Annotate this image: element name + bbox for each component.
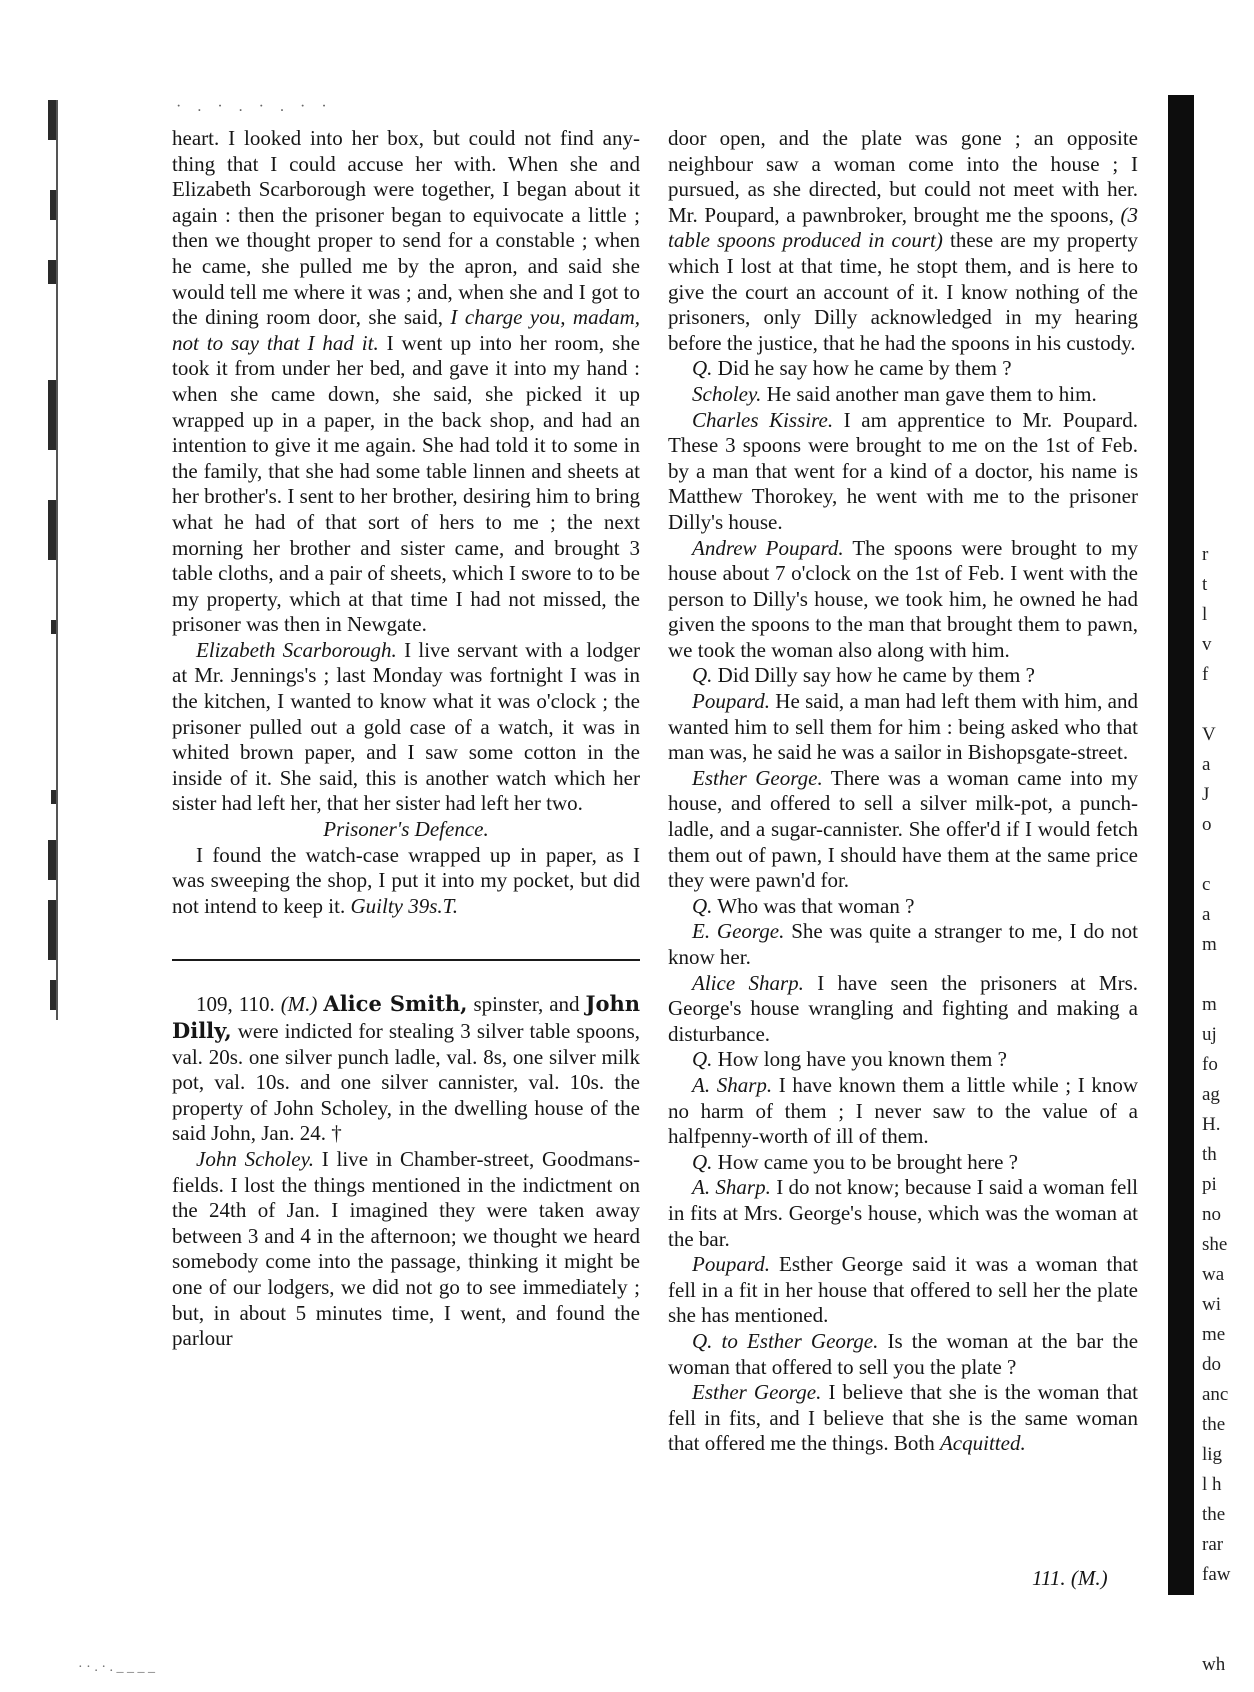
margin-fragment: wi xyxy=(1202,1294,1221,1315)
margin-fragment: no xyxy=(1202,1204,1221,1225)
witness-name: Charles Kissire. xyxy=(692,407,834,432)
kissire-testimony: Charles Kissire. I am apprentice to Mr. Poupard. These 3 spoons were brought to me on the 1st of Feb. by a man that went for a kind of a doctor, his name is Matthew Thorokey, he went with me to the prisoner Dilly's house. xyxy=(668,407,1139,534)
margin-fragment: do xyxy=(1202,1354,1221,1375)
binding-gutter xyxy=(48,100,60,1040)
facing-page-edge xyxy=(1168,95,1194,1595)
margin-fragment: uj xyxy=(1202,1024,1217,1045)
scholey-testimony: John Scholey. I live in Chamber-street, Goodmans-fields. I lost the things mentioned in the indictment on the 24th of Jan. I imagined they were taken away between 3 and 4 in the afternoon; we thought we heard somebody come into the passage, thinking it might be one of our lodgers, we did not go to see immediately ; but, in about 5 minutes time, I went, and found the parlour xyxy=(172,1146,640,1351)
margin-fragment xyxy=(1202,690,1254,720)
margin-fragment: faw xyxy=(1202,1564,1231,1585)
section-divider xyxy=(172,959,640,961)
margin-fragment: H. xyxy=(1202,1114,1221,1135)
margin-fragment: l xyxy=(1202,604,1208,625)
facing-page-fragments xyxy=(1202,540,1254,1675)
margin-fragment: a xyxy=(1202,754,1211,775)
question: Q. Did he say how he came by them ? xyxy=(692,356,1012,381)
gutter-line xyxy=(56,100,58,1020)
witness-name: Alice Sharp. xyxy=(692,970,804,995)
margin-fragment: wa xyxy=(1202,1264,1225,1285)
scholey-testimony-continued: heart. I looked into her box, but could not find any-thing that I could accuse her with. When she and Elizabeth Scarborough were together, I began about it again : then the prisoner began to equivocate a little ; then we thought proper to send for a constable ; when he came, she pulled me by the apron, and said she would tell me where it was ; and, when she and I got to the dining room door, she said, I charge you, madam, not to say that I had it. I went up into her room, she took it from under her bed, and gave it into my hand : when she came down, she said, she picked it up wrapped up in a paper, in the back shop, and had an intention to give it me again. She had told it to some in the family, that she had some table linnen and sheets at her brother's. I sent to her brother, desiring him to bring what he had of that sort of hers to me ; the next morning her brother and sister came, and brought 3 table cloths, and a pair of sheets, which I swore to to be my property, which at that time I had not missed, the prisoner was then in Newgate. xyxy=(172,126,641,637)
bottom-margin-specks: · · . · . _ _ _ _ xyxy=(78,1660,155,1675)
question: Q. Did Dilly say how he came by them ? xyxy=(692,663,1035,688)
witness-name: Esther George. xyxy=(692,765,823,790)
court-note: (3 table spoons produced in court) xyxy=(668,202,1138,253)
margin-fragment: a xyxy=(1202,904,1211,925)
scholey-testimony-end: door open, and the plate was gone ; an opposite neighbour saw a woman come into the house ; I pursued, as she directed, but could not meet with her. Mr. Poupard, a pawnbroker, brought me the spoons, (3 table spoons produced in court) these are my property which I lost at that time, he stopt them, and is here to give the court an account of it. I know nothing of the prisoners, only Dilly acknowledged in my hearing before the justice, that he had the spoons in his custody. xyxy=(668,126,1139,355)
witness-name: John Scholey. xyxy=(196,1146,314,1171)
witness-name: Andrew Poupard. xyxy=(692,535,844,560)
margin-fragment: l h xyxy=(1202,1474,1222,1495)
scarborough-testimony: Elizabeth Scarborough. I live servant with a lodger at Mr. Jennings's ; last Monday was fortnight I was in the kitchen, I wanted to know what it was o'clock ; the prisoner pulled out a gold case of a watch, it was in whited brown paper, and I saw some cotton in the inside of it. She said, this is another watch which her sister had left her, that her sister had left her two. xyxy=(172,637,641,816)
answer: Poupard. He said, a man had left them with him, and wanted him to sell them for him : being asked who that man was, he said he was a sailor in Bishopsgate-street. xyxy=(668,689,1138,765)
margin-fragment: lig xyxy=(1202,1444,1223,1465)
catchword: 111. (M.) xyxy=(1032,1566,1108,1590)
question: Q. to Esther George. Is the woman at the bar the woman that offered to sell you the plate ? xyxy=(668,1328,1139,1379)
margin-fragment: m xyxy=(1202,994,1217,1015)
margin-fragment: f xyxy=(1202,664,1209,685)
question: Q. How came you to be brought here ? xyxy=(692,1149,1018,1174)
margin-fragment: ag xyxy=(1202,1084,1220,1105)
margin-fragment: m xyxy=(1202,934,1217,955)
defendant-name: Alice Smith, xyxy=(323,991,468,1017)
defence-heading: Prisoner's Defence. xyxy=(323,817,489,842)
margin-fragment: c xyxy=(1202,874,1211,895)
margin-fragment: o xyxy=(1202,814,1212,835)
margin-fragment xyxy=(1202,1620,1254,1650)
margin-fragment: anc xyxy=(1202,1384,1229,1405)
answer: Scholey. He said another man gave them to him. xyxy=(692,381,1097,406)
defendant-name: John Dilly, xyxy=(172,991,640,1043)
margin-fragment: fo xyxy=(1202,1054,1218,1075)
margin-fragment: the xyxy=(1202,1414,1226,1435)
answer: Poupard. Esther George said it was a woman that fell in a fit in her house that offered to sell her the plate she has mentioned. xyxy=(668,1252,1139,1328)
question: Q. How long have you known them ? xyxy=(692,1047,1007,1072)
margin-fragment: t xyxy=(1202,574,1208,595)
verdict: Guilty 39s.T. xyxy=(350,893,459,918)
margin-fragment xyxy=(1202,1590,1254,1620)
sharp-testimony: Alice Sharp. I have seen the prisoners at Mrs. George's house wrangling and fighting and making a disturbance. xyxy=(668,970,1138,1046)
margin-fragment: V xyxy=(1202,724,1216,745)
top-margin-specks: · . · . · . · · xyxy=(176,98,333,115)
right-column xyxy=(668,126,1138,1457)
left-column xyxy=(172,126,640,1352)
margin-fragment: she xyxy=(1202,1234,1228,1255)
margin-fragment: rar xyxy=(1202,1534,1224,1555)
case-number: 109, 110. xyxy=(196,992,275,1017)
margin-fragment: th xyxy=(1202,1144,1217,1165)
verdict: Acquitted. xyxy=(939,1431,1026,1456)
answer: A. Sharp. I have known them a little while ; I know no harm of them ; I never saw to the value of a halfpenny-worth of ill of them. xyxy=(668,1072,1139,1149)
margin-fragment: me xyxy=(1202,1324,1226,1345)
margin-fragment xyxy=(1202,840,1254,870)
margin-fragment: wh xyxy=(1202,1654,1226,1675)
margin-fragment xyxy=(1202,960,1254,990)
answer: E. George. She was quite a stranger to me, I do not know her. xyxy=(668,919,1139,969)
george-testimony: Esther George. There was a woman came into my house, and offered to sell a silver milk-pot, a punch-ladle, and a sugar-cannister. She offer'd if I would fetch them out of pawn, I should have them at the same price they were pawn'd for. xyxy=(668,765,1138,893)
question: Q. Who was that woman ? xyxy=(692,893,915,918)
prisoner-defence: I found the watch-case wrapped up in paper, as I was sweeping the shop, I put it into my pocket, but did not intend to keep it. Guilty 39s.T. xyxy=(172,842,640,918)
indictment: 109, 110. (M.) Alice Smith, spinster, and John Dilly, were indicted for stealing 3 silver table spoons, val. 20s. one silver punch ladle, val. 8s, one silver milk pot, val. 10s. and one silver cannister, val. 10s. the property of John Scholey, in the dwelling house of the said John, Jan. 24. † xyxy=(172,991,641,1146)
margin-fragment: pi xyxy=(1202,1174,1217,1195)
margin-fragment: the xyxy=(1202,1504,1226,1525)
margin-fragment: J xyxy=(1202,784,1210,805)
margin-fragment: v xyxy=(1202,634,1212,655)
margin-fragment: r xyxy=(1202,544,1209,565)
poupard-testimony: Andrew Poupard. The spoons were brought to my house about 7 o'clock on the 1st of Feb. I went with the person to Dilly's house, we took him, he owned he had given the spoons to the man that brought them to pawn, we took the woman also along with him. xyxy=(668,535,1138,662)
answer: A. Sharp. I do not know; because I said a woman fell in fits at Mrs. George's house, which was the woman at the bar. xyxy=(668,1175,1138,1251)
witness-name: Elizabeth Scarborough. xyxy=(196,637,397,662)
answer: Esther George. I believe that she is the woman that fell in fits, and I believe that she is the same woman that offered me the things. Both Acquitted. xyxy=(668,1380,1139,1456)
